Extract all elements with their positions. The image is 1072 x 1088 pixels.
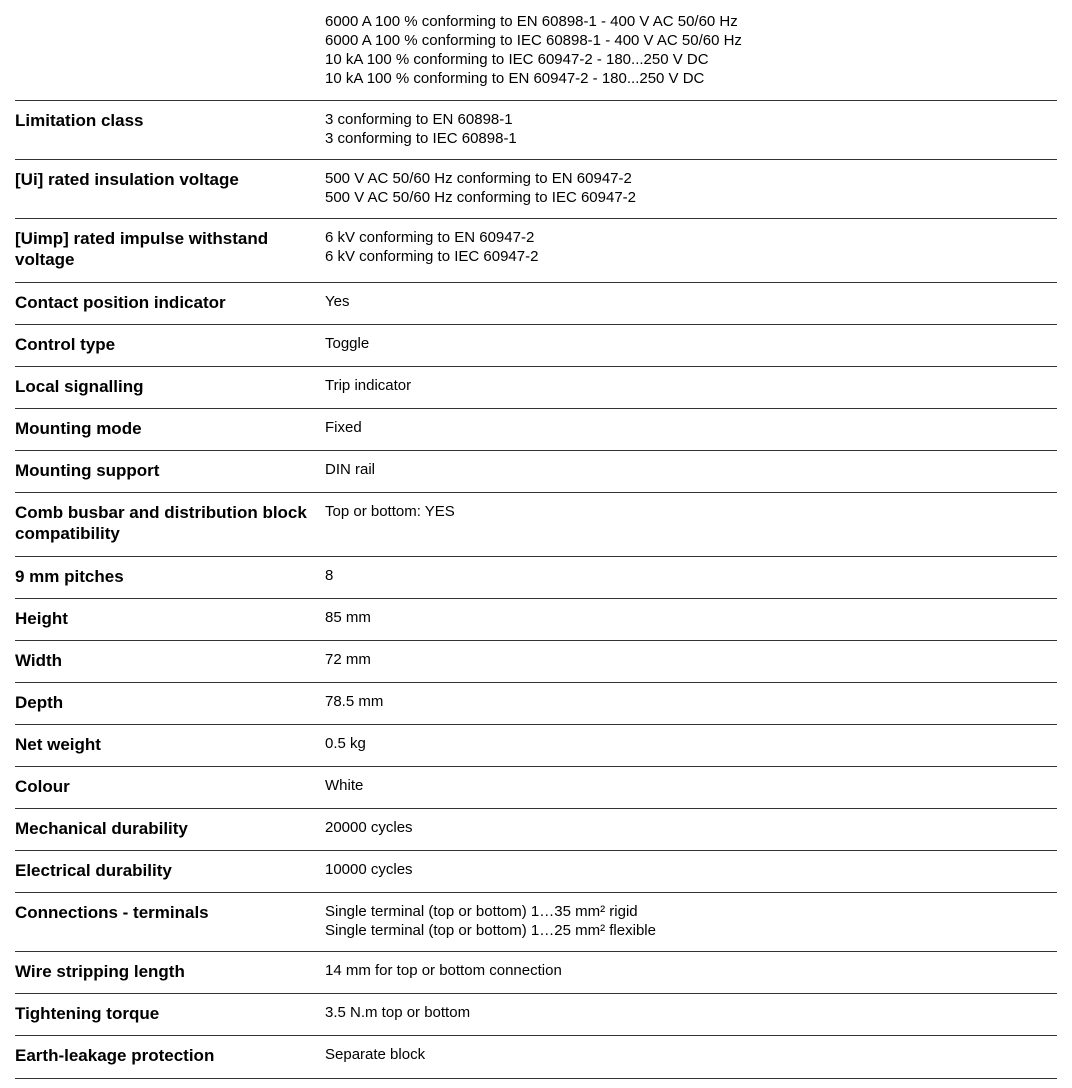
spec-row bbox=[15, 283, 1057, 325]
spec-value: Top or bottom: YES bbox=[325, 503, 455, 520]
spec-values bbox=[325, 367, 1057, 408]
spec-value: 3 conforming to IEC 60898-1 bbox=[325, 130, 517, 147]
spec-label: Limitation class bbox=[15, 111, 144, 130]
spec-value: Trip indicator bbox=[325, 377, 412, 394]
spec-values bbox=[325, 101, 1057, 159]
spec-values bbox=[325, 893, 1057, 951]
spec-values bbox=[325, 1036, 1057, 1078]
spec-row bbox=[15, 767, 1057, 809]
spec-label: Colour bbox=[15, 777, 70, 796]
spec-row bbox=[15, 101, 1057, 160]
spec-values bbox=[325, 409, 1057, 450]
spec-values bbox=[325, 767, 1057, 808]
spec-values bbox=[325, 599, 1057, 640]
spec-value: White bbox=[325, 777, 364, 794]
spec-row bbox=[15, 952, 1057, 994]
spec-value: 6000 A 100 % conforming to EN 60898-1 - 400 V AC 50/60 Hz bbox=[325, 13, 738, 30]
spec-value: 500 V AC 50/60 Hz conforming to EN 60947-2 bbox=[325, 170, 632, 187]
spec-value: Single terminal (top or bottom) 1…25 mm² flexible bbox=[325, 922, 656, 939]
spec-row bbox=[15, 994, 1057, 1036]
spec-values bbox=[325, 851, 1057, 892]
spec-values bbox=[325, 994, 1057, 1035]
spec-value: 0.5 kg bbox=[325, 735, 366, 752]
spec-label: [Uimp] rated impulse withstand voltage bbox=[15, 229, 269, 269]
spec-value: 14 mm for top or bottom connection bbox=[325, 962, 562, 979]
spec-row bbox=[15, 1036, 1057, 1079]
spec-value: DIN rail bbox=[325, 461, 376, 478]
spec-row bbox=[15, 219, 1057, 283]
spec-value: Yes bbox=[325, 293, 350, 310]
spec-value: 500 V AC 50/60 Hz conforming to IEC 60947-2 bbox=[325, 189, 637, 206]
spec-label bbox=[15, 12, 325, 100]
spec-value: 10000 cycles bbox=[325, 861, 413, 878]
spec-label: Wire stripping length bbox=[15, 962, 185, 981]
spec-label: Earth-leakage protection bbox=[15, 1046, 215, 1065]
spec-row bbox=[15, 893, 1057, 952]
spec-value: 72 mm bbox=[325, 651, 371, 668]
spec-label: Mounting support bbox=[15, 461, 160, 480]
spec-label: Width bbox=[15, 651, 63, 670]
spec-label: Height bbox=[15, 609, 68, 628]
spec-values bbox=[325, 493, 1057, 556]
spec-row bbox=[15, 599, 1057, 641]
spec-value: Separate block bbox=[325, 1046, 426, 1063]
spec-label: Depth bbox=[15, 693, 64, 712]
spec-row bbox=[15, 367, 1057, 409]
spec-label: Net weight bbox=[15, 735, 101, 754]
spec-value: Toggle bbox=[325, 335, 370, 352]
spec-values bbox=[325, 325, 1057, 366]
spec-label: Contact position indicator bbox=[15, 293, 226, 312]
spec-row bbox=[15, 557, 1057, 599]
spec-value: 10 kA 100 % conforming to IEC 60947-2 - 180...250 V DC bbox=[325, 51, 709, 68]
spec-label: Electrical durability bbox=[15, 861, 172, 880]
spec-value: 85 mm bbox=[325, 609, 371, 626]
spec-label: Control type bbox=[15, 335, 116, 354]
spec-values bbox=[325, 160, 1057, 218]
spec-value: 8 bbox=[325, 567, 334, 584]
spec-row bbox=[15, 641, 1057, 683]
spec-value: Single terminal (top or bottom) 1…35 mm² rigid bbox=[325, 903, 638, 920]
spec-row bbox=[15, 409, 1057, 451]
spec-value: 10 kA 100 % conforming to EN 60947-2 - 180...250 V DC bbox=[325, 70, 705, 87]
spec-table bbox=[15, 12, 1057, 1079]
spec-value: 3.5 N.m top or bottom bbox=[325, 1004, 471, 1021]
spec-values bbox=[325, 725, 1057, 766]
spec-row bbox=[15, 851, 1057, 893]
spec-row bbox=[15, 12, 1057, 101]
spec-value: 3 conforming to EN 60898-1 bbox=[325, 111, 513, 128]
spec-label: Mechanical durability bbox=[15, 819, 188, 838]
spec-value: 6000 A 100 % conforming to IEC 60898-1 - 400 V AC 50/60 Hz bbox=[325, 32, 742, 49]
spec-values bbox=[325, 219, 1057, 282]
spec-values bbox=[325, 557, 1057, 598]
spec-value: Fixed bbox=[325, 419, 362, 436]
spec-value: 20000 cycles bbox=[325, 819, 413, 836]
spec-row bbox=[15, 160, 1057, 219]
spec-values bbox=[325, 451, 1057, 492]
spec-row bbox=[15, 325, 1057, 367]
spec-label: 9 mm pitches bbox=[15, 567, 124, 586]
spec-value: 6 kV conforming to IEC 60947-2 bbox=[325, 248, 539, 265]
spec-label: Connections - terminals bbox=[15, 903, 209, 922]
spec-row bbox=[15, 809, 1057, 851]
spec-values bbox=[325, 809, 1057, 850]
spec-label: Tightening torque bbox=[15, 1004, 160, 1023]
spec-label: Comb busbar and distribution block compatibility bbox=[15, 503, 307, 543]
spec-row bbox=[15, 683, 1057, 725]
spec-label: Mounting mode bbox=[15, 419, 142, 438]
spec-value: 6 kV conforming to EN 60947-2 bbox=[325, 229, 535, 246]
spec-values bbox=[325, 641, 1057, 682]
spec-values bbox=[325, 12, 1057, 100]
spec-label: Local signalling bbox=[15, 377, 144, 396]
spec-values bbox=[325, 283, 1057, 324]
spec-row bbox=[15, 725, 1057, 767]
spec-value: 78.5 mm bbox=[325, 693, 384, 710]
spec-values bbox=[325, 952, 1057, 993]
spec-row bbox=[15, 493, 1057, 557]
spec-values bbox=[325, 683, 1057, 724]
spec-row bbox=[15, 451, 1057, 493]
spec-label: [Ui] rated insulation voltage bbox=[15, 170, 239, 189]
